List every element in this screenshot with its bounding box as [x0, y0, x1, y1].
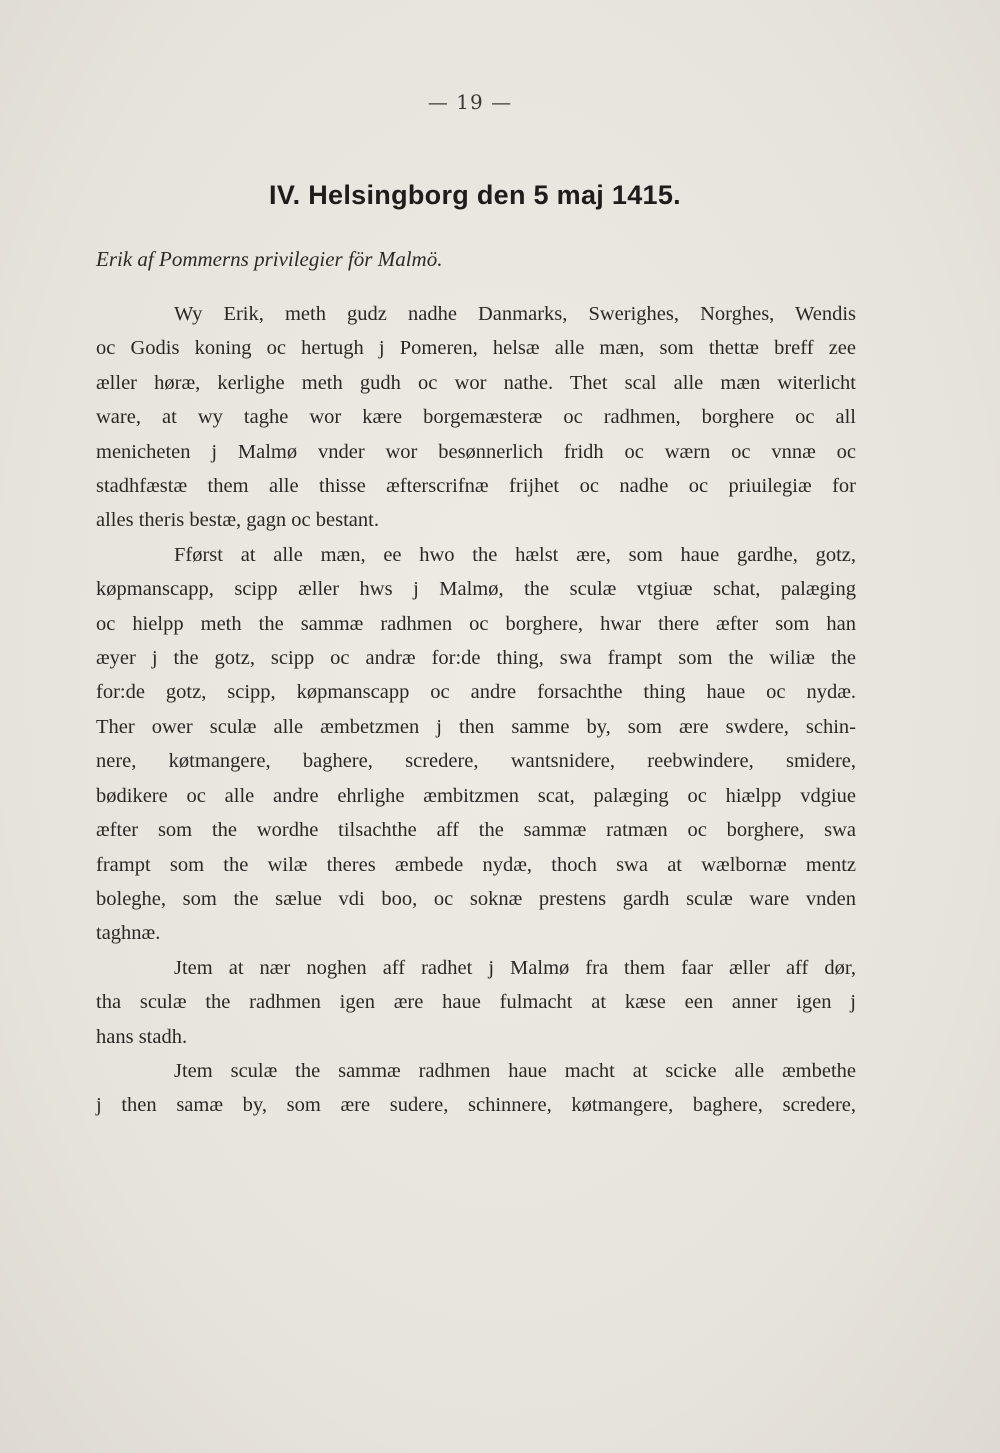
text-line: æller høræ, kerlighe meth gudh oc wor nathe. Thet scal alle mæn witerlicht	[96, 371, 856, 394]
text-line: j then samæ by, som ære sudere, schinnere, køtmangere, baghere, scredere,	[96, 1094, 856, 1117]
paragraph	[96, 1054, 856, 1123]
text-line: menicheten j Malmø vnder wor besønnerlich fridh oc wærn oc vnnæ oc	[96, 440, 856, 463]
text-line: oc hielpp meth the sammæ radhmen oc borghere, hwar there æfter som han	[96, 612, 856, 635]
document-body	[96, 297, 856, 1123]
document-heading: IV. Helsingborg den 5 maj 1415.	[269, 180, 681, 210]
text-line: oc Godis koning oc hertugh j Pomeren, helsæ alle mæn, som thettæ breff zee	[96, 337, 856, 360]
text-line: tha sculæ the radhmen igen ære haue fulmacht at kæse een anner igen j	[96, 991, 856, 1014]
text-line: æyer j the gotz, scipp oc andræ for:de thing, swa frampt som the wiliæ the	[96, 647, 856, 670]
text-line: frampt som the wilæ theres æmbede nydæ, thoch swa at wælbornæ mentz	[96, 853, 856, 876]
text-line: Ther ower sculæ alle æmbetzmen j then samme by, som ære swdere, schin-	[96, 715, 856, 738]
document-subheading: Erik af Pommerns privilegier för Malmö.	[96, 247, 443, 271]
page-number: — 19 —	[427, 90, 513, 114]
text-line: alles theris bestæ, gagn oc bestant.	[96, 509, 379, 532]
text-line: boleghe, som the sælue vdi boo, oc soknæ prestens gardh sculæ ware vnden	[96, 887, 856, 910]
paragraph	[96, 951, 856, 1054]
text-line: ware, at wy taghe wor kære borgemæsteræ oc radhmen, borghere oc all	[96, 406, 856, 429]
text-line: for:de gotz, scipp, køpmanscapp oc andre forsachthe thing haue oc nydæ.	[96, 681, 856, 704]
text-line: stadhfæstæ them alle thisse æfterscrifnæ frijhet oc nadhe oc priuilegiæ for	[96, 475, 856, 498]
text-line: køpmanscapp, scipp æller hws j Malmø, the sculæ vtgiuæ schat, palæging	[96, 578, 856, 601]
text-line: nere, køtmangere, baghere, scredere, wantsnidere, reebwindere, smidere,	[96, 750, 856, 773]
paragraph	[96, 297, 856, 538]
text-line: bødikere oc alle andre ehrlighe æmbitzmen scat, palæging oc hiælpp vdgiue	[96, 784, 856, 807]
text-line: æfter som the wordhe tilsachthe aff the sammæ ratmæn oc borghere, swa	[96, 819, 856, 842]
text-line: Jtem sculæ the sammæ radhmen haue macht at scicke alle æmbethe	[174, 1059, 856, 1082]
text-line: taghnæ.	[96, 922, 161, 945]
text-line: hans stadh.	[96, 1025, 188, 1048]
paragraph	[96, 538, 856, 951]
text-line: Wy Erik, meth gudz nadhe Danmarks, Swerighes, Norghes, Wendis	[174, 303, 856, 325]
text-line: Jtem at nær noghen aff radhet j Malmø fra them faar æller aff dør,	[174, 956, 856, 979]
text-line: Fførst at alle mæn, ee hwo the hælst ære, som haue gardhe, gotz,	[174, 543, 856, 566]
